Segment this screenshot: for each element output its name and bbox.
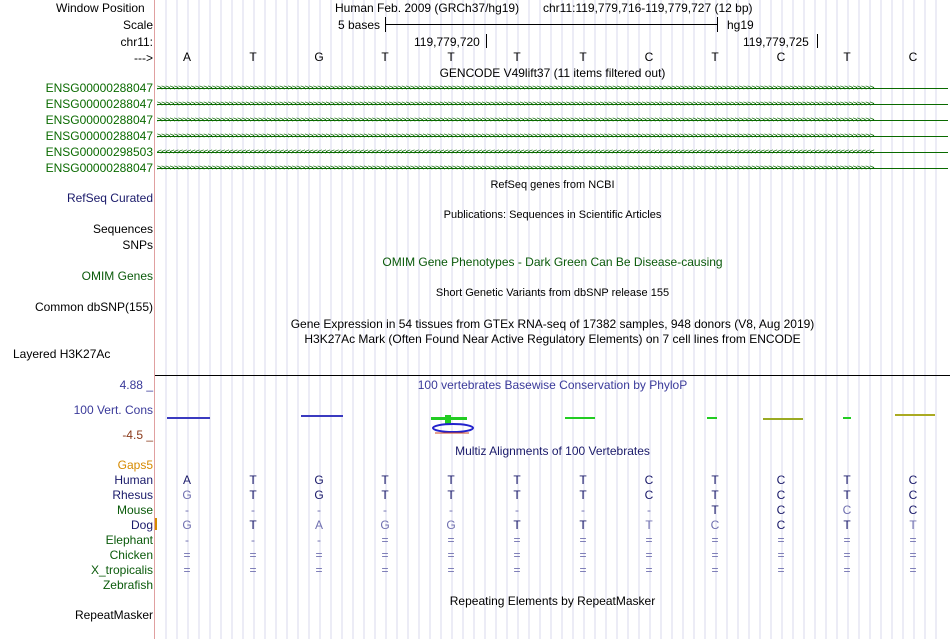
gene-label[interactable]: ENSG00000288047: [45, 97, 153, 111]
alignment-base: =: [777, 533, 785, 547]
alignment-base: T: [447, 488, 455, 502]
alignment-base: T: [513, 473, 521, 487]
alignment-base: C: [776, 503, 786, 517]
alignment-base: =: [381, 548, 389, 562]
alignment-base: T: [843, 488, 851, 502]
gene-label[interactable]: ENSG00000288047: [45, 113, 153, 127]
species-label[interactable]: Human: [114, 473, 153, 487]
chrom-label: chr11:: [120, 35, 153, 49]
alignment-base: =: [579, 548, 587, 562]
scale-db: hg19: [727, 18, 754, 32]
alignment-base: T: [711, 503, 719, 517]
alignment-base: G: [380, 518, 390, 532]
alignment-base: =: [447, 548, 455, 562]
alignment-base: T: [513, 488, 521, 502]
gtex-title[interactable]: Gene Expression in 54 tissues from GTEx RNA-seq of 17382 samples, 948 donors (V8, Aug 2019): [290, 317, 815, 331]
species-label[interactable]: Rhesus: [112, 488, 153, 502]
alignment-base: =: [513, 563, 521, 577]
gene-feature[interactable]: >>>>>>>>>>>>>>>>>>>>>>>>>>>>>>>>>>>>>>>>>>>>>>>>>>>>>>>>>>>>>>>>>>>>>>>>>>>>>>>>>>>>>>>>>>>>>>>>>>>>>>>>>>>>>>>>>>>>>>>>>>>>>>>>>>>>>>>>>>>>>>>>>>>>>>>>>>>>>>>>>>>>>>>>>>: [157, 100, 874, 108]
alignment-base: -: [185, 533, 189, 547]
alignment-base: =: [579, 533, 587, 547]
repeatmasker-label[interactable]: RepeatMasker: [74, 608, 153, 622]
alignment-base: T: [249, 488, 257, 502]
alignment-base: G: [446, 518, 456, 532]
alignment-base: T: [843, 518, 851, 532]
alignment-base: -: [449, 503, 453, 517]
h3k27ac-baseline: [155, 375, 950, 376]
alignment-base: =: [909, 563, 917, 577]
alignment-base: T: [249, 473, 257, 487]
refseq-label[interactable]: RefSeq Curated: [66, 191, 153, 205]
gencode-title[interactable]: GENCODE V49lift37 (11 items filtered out): [439, 66, 666, 80]
alignment-base: T: [447, 473, 455, 487]
alignment-base: G: [182, 518, 192, 532]
cons-title[interactable]: 100 vertebrates Basewise Conservation by PhyloP: [417, 378, 688, 392]
alignment-base: T: [843, 473, 851, 487]
alignment-base: =: [513, 548, 521, 562]
alignment-base: =: [447, 563, 455, 577]
alignment-base: =: [777, 548, 785, 562]
scale-bar: [386, 24, 718, 25]
alignment-base: =: [183, 548, 191, 562]
window-position-label: Window Position: [56, 1, 145, 15]
species-label[interactable]: Dog: [130, 518, 153, 532]
species-label[interactable]: Zebrafish: [102, 578, 153, 592]
publications-title[interactable]: Publications: Sequences in Scientific Articles: [443, 209, 662, 221]
sequence-base: A: [182, 50, 191, 64]
omim-title[interactable]: OMIM Gene Phenotypes - Dark Green Can Be Disease-causing: [382, 255, 723, 269]
refseq-title[interactable]: RefSeq genes from NCBI: [490, 179, 615, 191]
gene-label[interactable]: ENSG00000298503: [45, 145, 153, 159]
position-text: chr11:119,779,716-119,779,727 (12 bp): [543, 1, 753, 15]
alignment-base: C: [644, 473, 654, 487]
gene-label[interactable]: ENSG00000288047: [45, 161, 153, 175]
alignment-base: =: [249, 548, 257, 562]
cons-loop: [433, 424, 473, 432]
scale-bar-right-tick: [717, 17, 718, 32]
alignment-base: =: [645, 548, 653, 562]
h3k27ac-title[interactable]: H3K27Ac Mark (Often Found Near Active Regulatory Elements) on 7 cell lines from ENCODE: [304, 332, 801, 346]
alignment-base: C: [776, 488, 786, 502]
alignment-base: =: [711, 563, 719, 577]
alignment-base: T: [579, 518, 587, 532]
alignment-base: =: [513, 533, 521, 547]
repeat-title[interactable]: Repeating Elements by RepeatMasker: [449, 594, 656, 608]
gap-marker: [155, 518, 157, 530]
alignment-base: C: [908, 473, 918, 487]
dbsnp-title[interactable]: Short Genetic Variants from dbSNP release 155: [435, 287, 670, 299]
scale-label: Scale: [122, 18, 153, 32]
alignment-base: C: [710, 518, 720, 532]
cons-label[interactable]: 100 Vert. Cons: [73, 403, 153, 417]
alignment-base: =: [183, 563, 191, 577]
alignment-base: =: [645, 563, 653, 577]
alignment-base: -: [383, 503, 387, 517]
scale-bar-left-tick: [385, 17, 386, 32]
alignment-base: G: [314, 473, 324, 487]
alignment-base: =: [843, 563, 851, 577]
alignment-base: -: [581, 503, 585, 517]
cons-min-label: -4.5 _: [122, 428, 153, 442]
alignment-base: -: [185, 503, 189, 517]
alignment-base: =: [447, 533, 455, 547]
gene-feature[interactable]: <<<<<<<<<<<<<<<<<<<<<<<<<<<<<<<<<<<<<<<<<<<<<<<<<<<<<<<<<<<<<<<<<<<<<<<<<<<<<<<<<<<<<<<<<<<<<<<<<<<<<<<<<<<<<<<<<<<<<<<<<<<<<<<<<<<<<<<<<<<<<<<<<<<<<<<<<<<<<<<<<<<<<<<<<<: [157, 148, 874, 156]
species-label[interactable]: X_tropicalis: [90, 563, 153, 577]
species-label[interactable]: Elephant: [105, 533, 153, 547]
strand-arrow-label: --->: [134, 51, 153, 65]
multiz-title[interactable]: Multiz Alignments of 100 Vertebrates: [455, 444, 650, 458]
sequence-base: T: [579, 50, 587, 64]
alignment-base: =: [381, 533, 389, 547]
tick-label-right: 119,779,725: [743, 35, 809, 49]
alignment-base: T: [645, 518, 653, 532]
alignment-base: T: [711, 473, 719, 487]
alignment-base: T: [381, 473, 389, 487]
h3k27ac-label[interactable]: Layered H3K27Ac: [13, 347, 111, 361]
gene-feature[interactable]: >>>>>>>>>>>>>>>>>>>>>>>>>>>>>>>>>>>>>>>>>>>>>>>>>>>>>>>>>>>>>>>>>>>>>>>>>>>>>>>>>>>>>>>>>>>>>>>>>>>>>>>>>>>>>>>>>>>>>>>>>>>>>>>>>>>>>>>>>>>>>>>>>>>>>>>>>>>>>>>>>>>>>>>>>>: [157, 164, 874, 172]
alignment-base: A: [182, 473, 191, 487]
alignment-base: C: [908, 503, 918, 517]
cons-max-label: 4.88 _: [119, 378, 153, 392]
alignment-base: =: [711, 548, 719, 562]
sequence-base: C: [908, 50, 918, 64]
sequence-base: C: [776, 50, 786, 64]
snps-label[interactable]: SNPs: [122, 238, 153, 252]
alignment-base: =: [777, 563, 785, 577]
alignment-base: G: [314, 488, 324, 502]
species-label[interactable]: Mouse: [116, 503, 153, 517]
alignment-base: =: [843, 533, 851, 547]
alignment-base: T: [909, 518, 917, 532]
alignment-base: =: [645, 533, 653, 547]
sequence-base: T: [447, 50, 455, 64]
alignment-base: -: [515, 503, 519, 517]
alignment-base: A: [314, 518, 323, 532]
alignment-base: T: [579, 488, 587, 502]
gaps-label[interactable]: Gaps5: [117, 458, 153, 472]
alignment-base: -: [647, 503, 651, 517]
alignment-base: T: [513, 518, 521, 532]
sequence-base: T: [843, 50, 851, 64]
sequence-base: C: [644, 50, 654, 64]
alignment-base: C: [644, 488, 654, 502]
omim-label[interactable]: OMIM Genes: [81, 269, 153, 283]
tick-right: [817, 34, 818, 48]
alignment-base: =: [249, 563, 257, 577]
assembly-text: Human Feb. 2009 (GRCh37/hg19): [335, 1, 520, 15]
cons-plot: [155, 405, 950, 440]
sequence-base: T: [711, 50, 719, 64]
alignment-base: =: [711, 533, 719, 547]
gene-feature[interactable]: >>>>>>>>>>>>>>>>>>>>>>>>>>>>>>>>>>>>>>>>>>>>>>>>>>>>>>>>>>>>>>>>>>>>>>>>>>>>>>>>>>>>>>>>>>>>>>>>>>>>>>>>>>>>>>>>>>>>>>>>>>>>>>>>>>>>>>>>>>>>>>>>>>>>>>>>>>>>>>>>>>>>>>>>>>: [157, 84, 874, 92]
alignment-base: -: [317, 533, 321, 547]
alignment-base: C: [776, 473, 786, 487]
sequence-base: T: [381, 50, 389, 64]
alignment-base: =: [843, 548, 851, 562]
alignment-base: -: [317, 503, 321, 517]
alignment-base: =: [909, 548, 917, 562]
tick-label-left: 119,779,720: [414, 35, 480, 49]
sequence-base: T: [513, 50, 521, 64]
gene-feature[interactable]: >>>>>>>>>>>>>>>>>>>>>>>>>>>>>>>>>>>>>>>>>>>>>>>>>>>>>>>>>>>>>>>>>>>>>>>>>>>>>>>>>>>>>>>>>>>>>>>>>>>>>>>>>>>>>>>>>>>>>>>>>>>>>>>>>>>>>>>>>>>>>>>>>>>>>>>>>>>>>>>>>>>>>>>>>>: [157, 132, 874, 140]
alignment-base: -: [251, 533, 255, 547]
alignment-base: =: [381, 563, 389, 577]
alignment-base: =: [315, 548, 323, 562]
alignment-base: T: [711, 488, 719, 502]
gene-label[interactable]: ENSG00000288047: [45, 81, 153, 95]
gene-feature[interactable]: >>>>>>>>>>>>>>>>>>>>>>>>>>>>>>>>>>>>>>>>>>>>>>>>>>>>>>>>>>>>>>>>>>>>>>>>>>>>>>>>>>>>>>>>>>>>>>>>>>>>>>>>>>>>>>>>>>>>>>>>>>>>>>>>>>>>>>>>>>>>>>>>>>>>>>>>>>>>>>>>>>>>>>>>>>: [157, 116, 874, 124]
alignment-base: C: [842, 503, 852, 517]
alignment-base: =: [909, 533, 917, 547]
gene-label[interactable]: ENSG00000288047: [45, 129, 153, 143]
alignment-base: C: [776, 518, 786, 532]
alignment-base: T: [249, 518, 257, 532]
sequence-base: T: [249, 50, 257, 64]
alignment-base: G: [182, 488, 192, 502]
alignment-base: T: [381, 488, 389, 502]
dbsnp-label[interactable]: Common dbSNP(155): [34, 300, 153, 314]
sequences-label[interactable]: Sequences: [92, 222, 153, 236]
species-label[interactable]: Chicken: [109, 548, 153, 562]
alignment-base: C: [908, 488, 918, 502]
alignment-base: -: [251, 503, 255, 517]
alignment-base: T: [579, 473, 587, 487]
sequence-base: G: [314, 50, 324, 64]
tick-left: [486, 34, 487, 48]
scale-text: 5 bases: [338, 18, 381, 32]
alignment-base: =: [315, 563, 323, 577]
alignment-base: =: [579, 563, 587, 577]
